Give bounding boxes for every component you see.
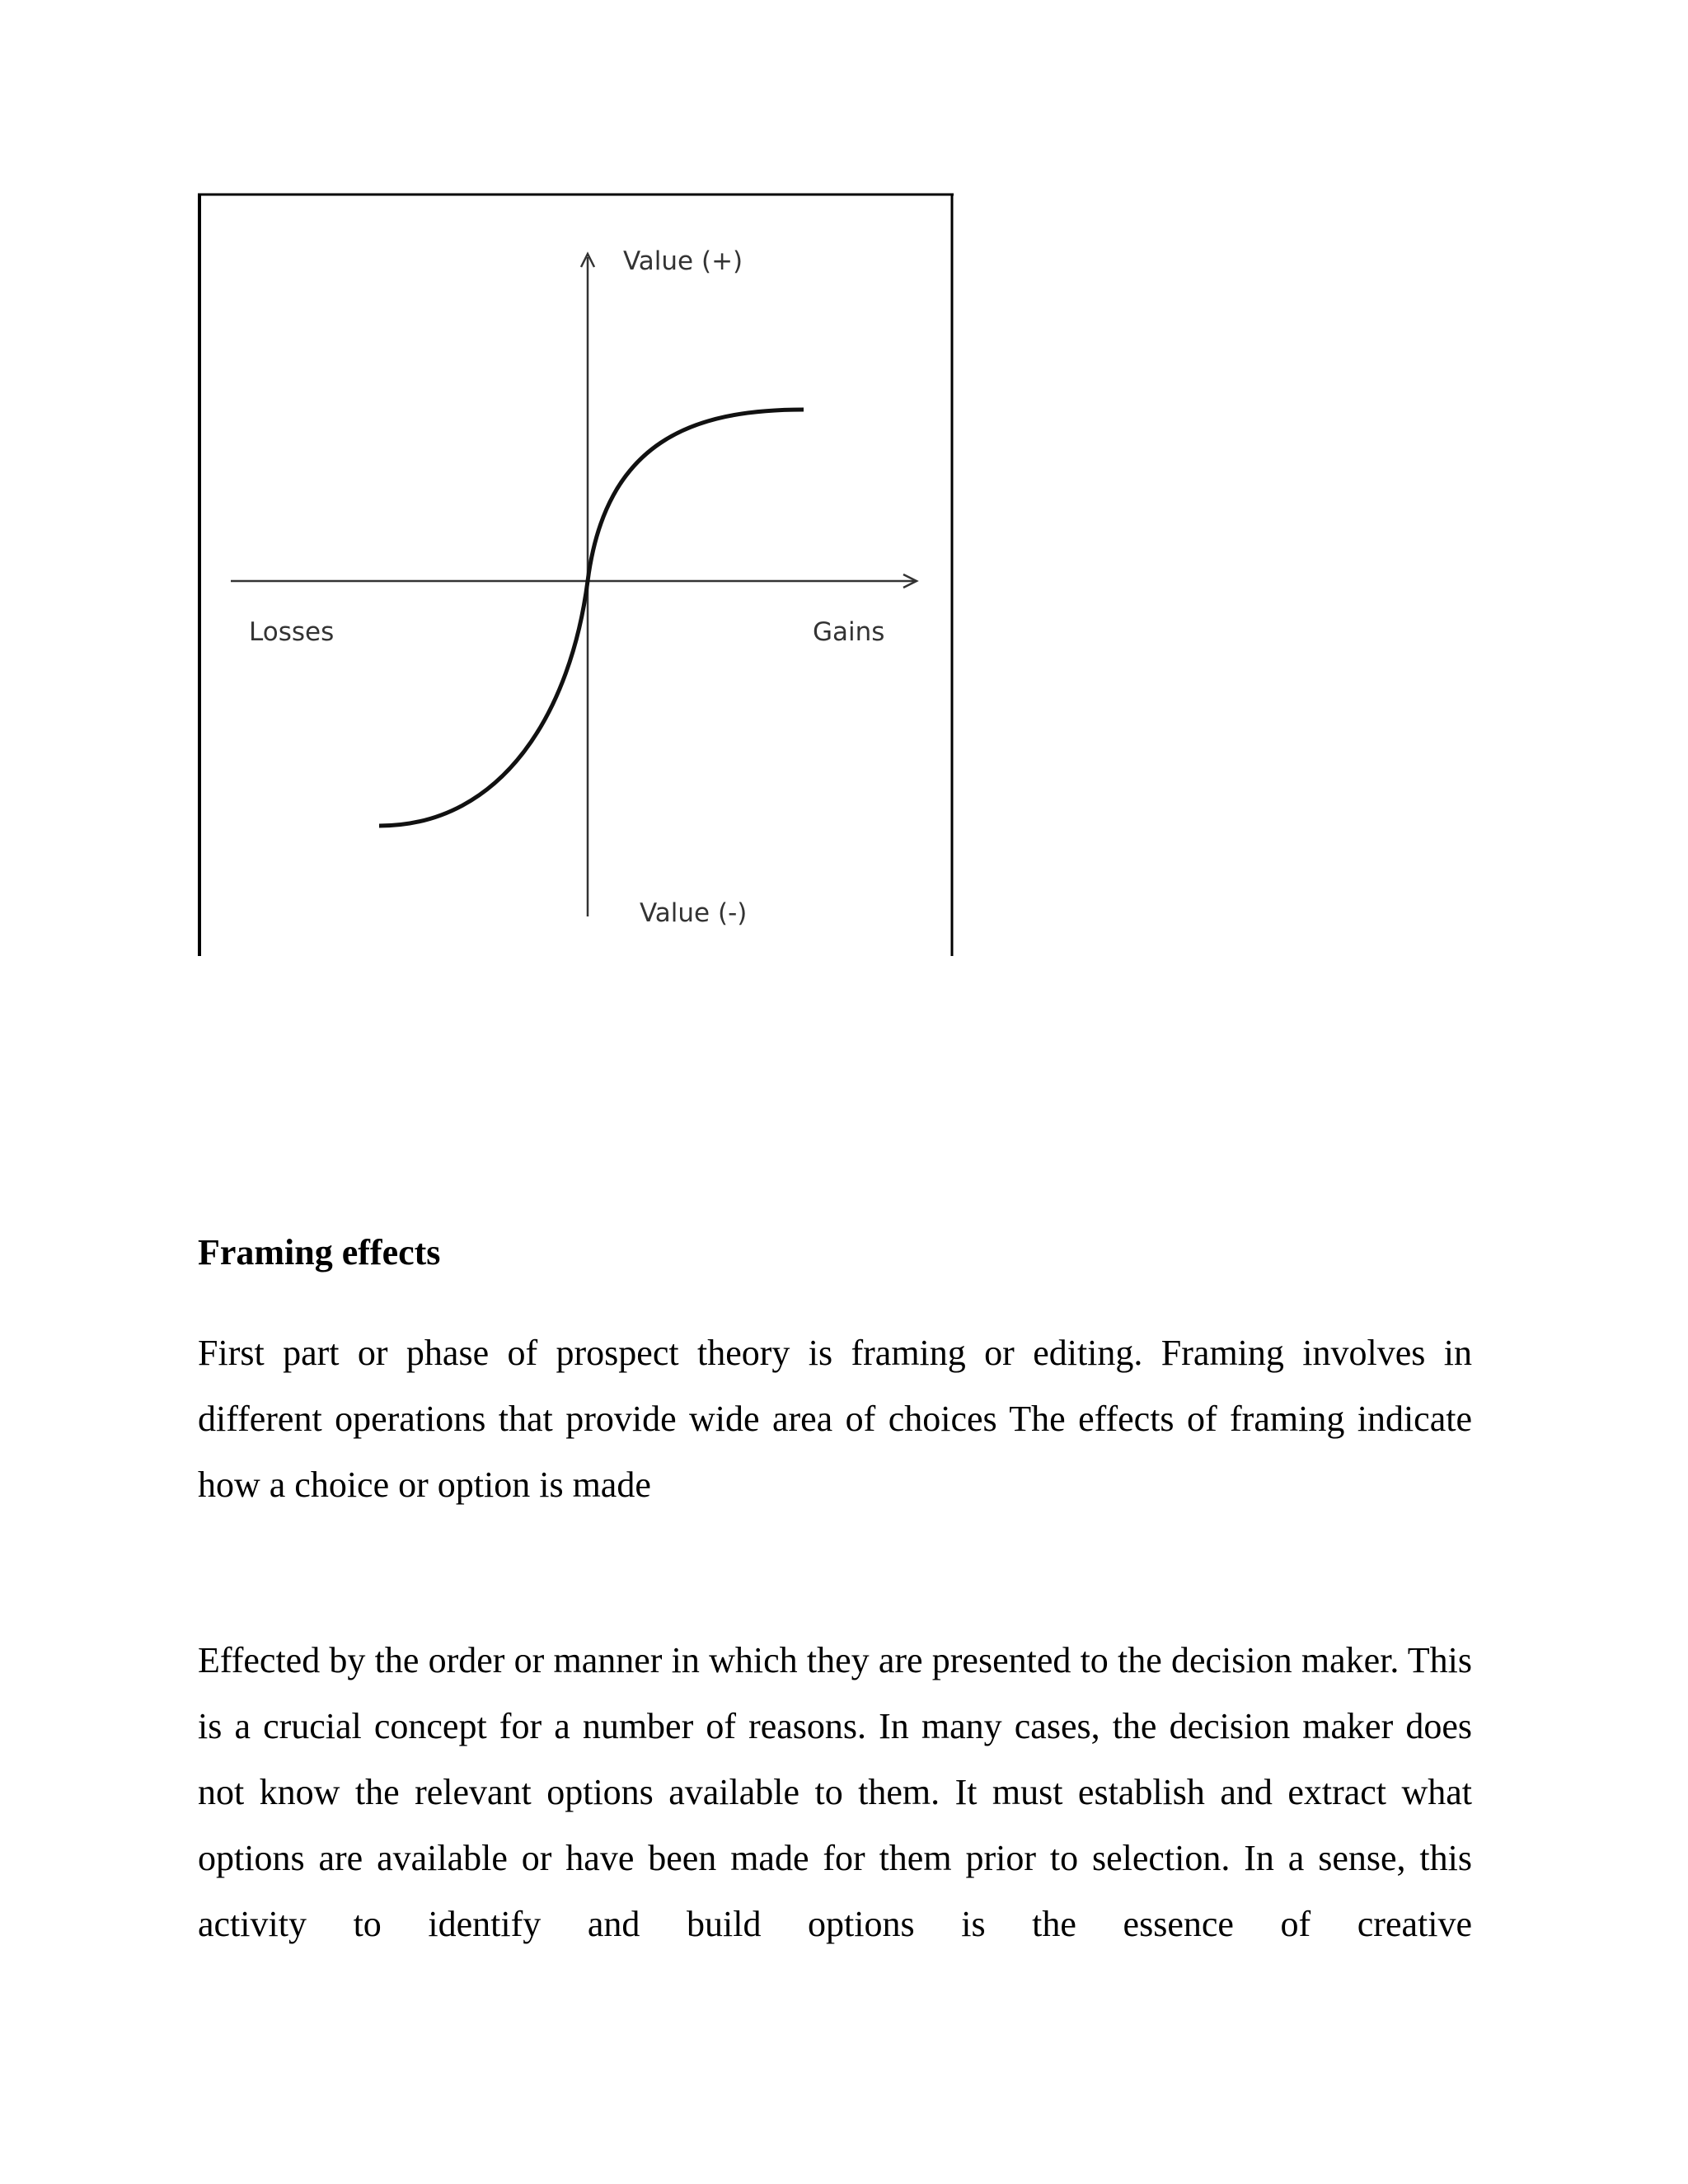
paragraph-framing-intro: First part or phase of prospect theory is framing or editing. Framing involves in different operations that provide wide area of choices The effects of framing indicate how a choice or option is made (198, 1333, 1472, 1505)
y-positive-label: Value (+) (623, 246, 743, 276)
value-function-curve (379, 410, 804, 826)
y-negative-label: Value (-) (640, 898, 748, 928)
paragraph-framing-detail: Effected by the order or manner in which they are presented to the decision maker. This is a crucial concept for a number of reasons. In many cases, the decision maker does not know the relevant options available to them. It must establish and extract what options are available or have been made for them prior to selection. In a sense, this activity to identify and build options is the essence of creative (198, 1640, 1472, 1944)
value-function-figure (0, 0, 1688, 972)
section-heading: Framing effects (198, 1232, 441, 1272)
x-negative-label: Losses (249, 617, 335, 647)
x-positive-label: Gains (813, 617, 885, 647)
